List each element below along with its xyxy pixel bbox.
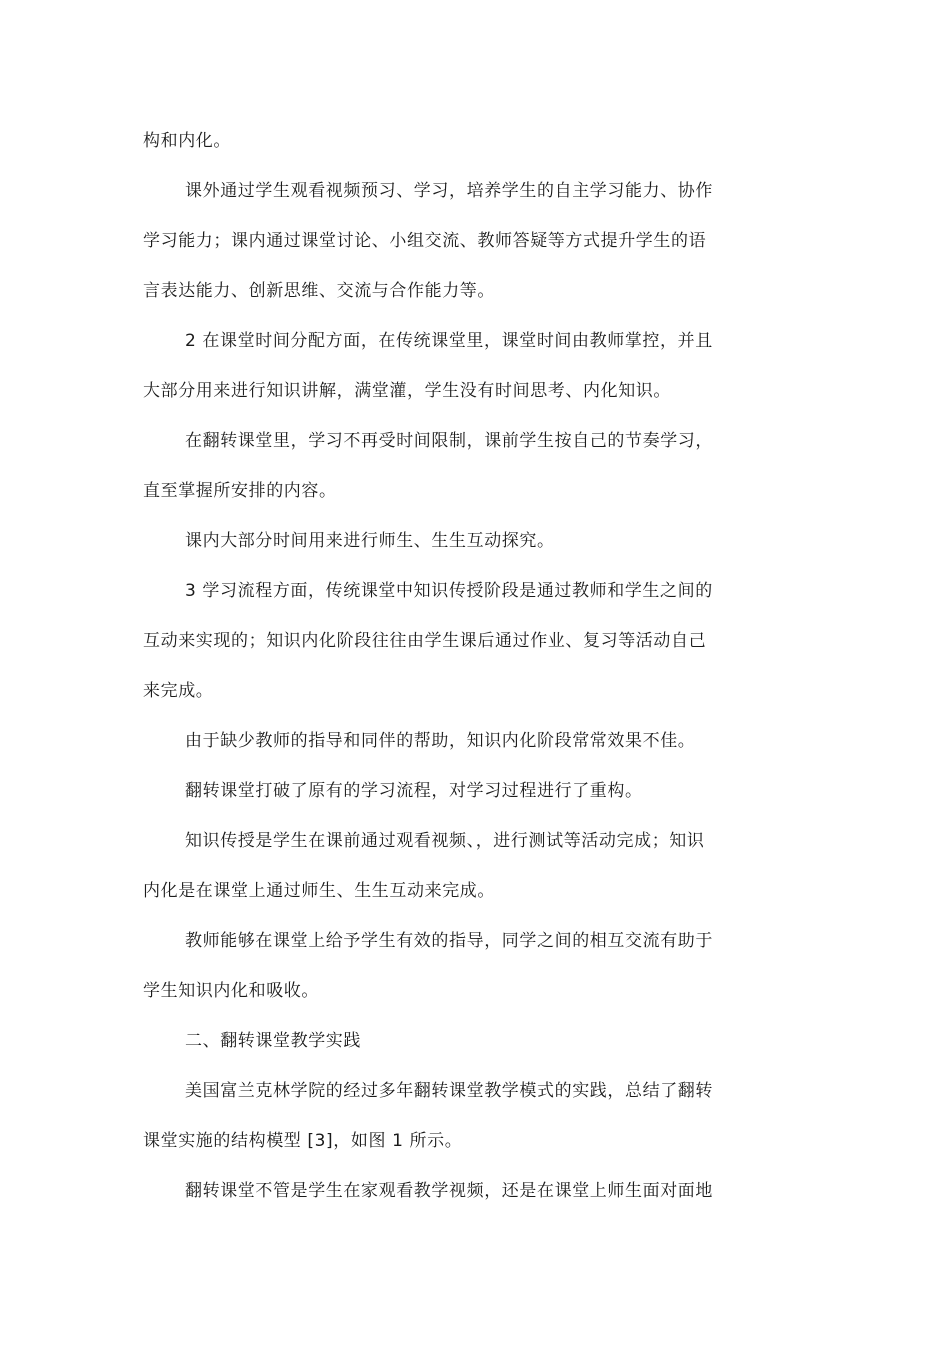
text-line: 来完成。 (143, 681, 214, 701)
text-line: 由于缺少教师的指导和同伴的帮助，知识内化阶段常常效果不佳。 (185, 731, 696, 751)
text-line: 课外通过学生观看视频预习、学习，培养学生的自主学习能力、协作 (185, 181, 713, 201)
text-line: 学生知识内化和吸收。 (143, 981, 319, 1001)
text-line: 知识传授是学生在课前通过观看视频、，进行测试等活动完成；知识 (185, 831, 705, 851)
text-line: 2 在课堂时间分配方面，在传统课堂里，课堂时间由教师掌控，并且 (185, 331, 713, 351)
text-line: 课堂实施的结构模型 [3]，如图 1 所示。 (143, 1131, 463, 1151)
section-heading: 二、翻转课堂教学实践 (185, 1031, 361, 1051)
text-line: 大部分用来进行知识讲解，满堂灌，学生没有时间思考、内化知识。 (143, 381, 671, 401)
text-line: 构和内化。 (143, 131, 231, 151)
text-line: 教师能够在课堂上给予学生有效的指导，同学之间的相互交流有助于 (185, 931, 713, 951)
text-line: 课内大部分时间用来进行师生、生生互动探究。 (185, 531, 555, 551)
text-line: 言表达能力、创新思维、交流与合作能力等。 (143, 281, 495, 301)
text-line: 互动来实现的；知识内化阶段往往由学生课后通过作业、复习等活动自己 (143, 631, 707, 651)
text-line: 3 学习流程方面，传统课堂中知识传授阶段是通过教师和学生之间的 (185, 581, 713, 601)
text-line: 直至掌握所安排的内容。 (143, 481, 337, 501)
text-line: 美国富兰克林学院的经过多年翻转课堂教学模式的实践，总结了翻转 (185, 1081, 713, 1101)
text-line: 在翻转课堂里，学习不再受时间限制，课前学生按自己的节奏学习， (185, 431, 713, 451)
text-line: 翻转课堂打破了原有的学习流程，对学习过程进行了重构。 (185, 781, 643, 801)
text-line: 翻转课堂不管是学生在家观看教学视频，还是在课堂上师生面对面地 (185, 1181, 713, 1201)
text-line: 学习能力；课内通过课堂讨论、小组交流、教师答疑等方式提升学生的语 (143, 231, 707, 251)
text-line: 内化是在课堂上通过师生、生生互动来完成。 (143, 881, 495, 901)
